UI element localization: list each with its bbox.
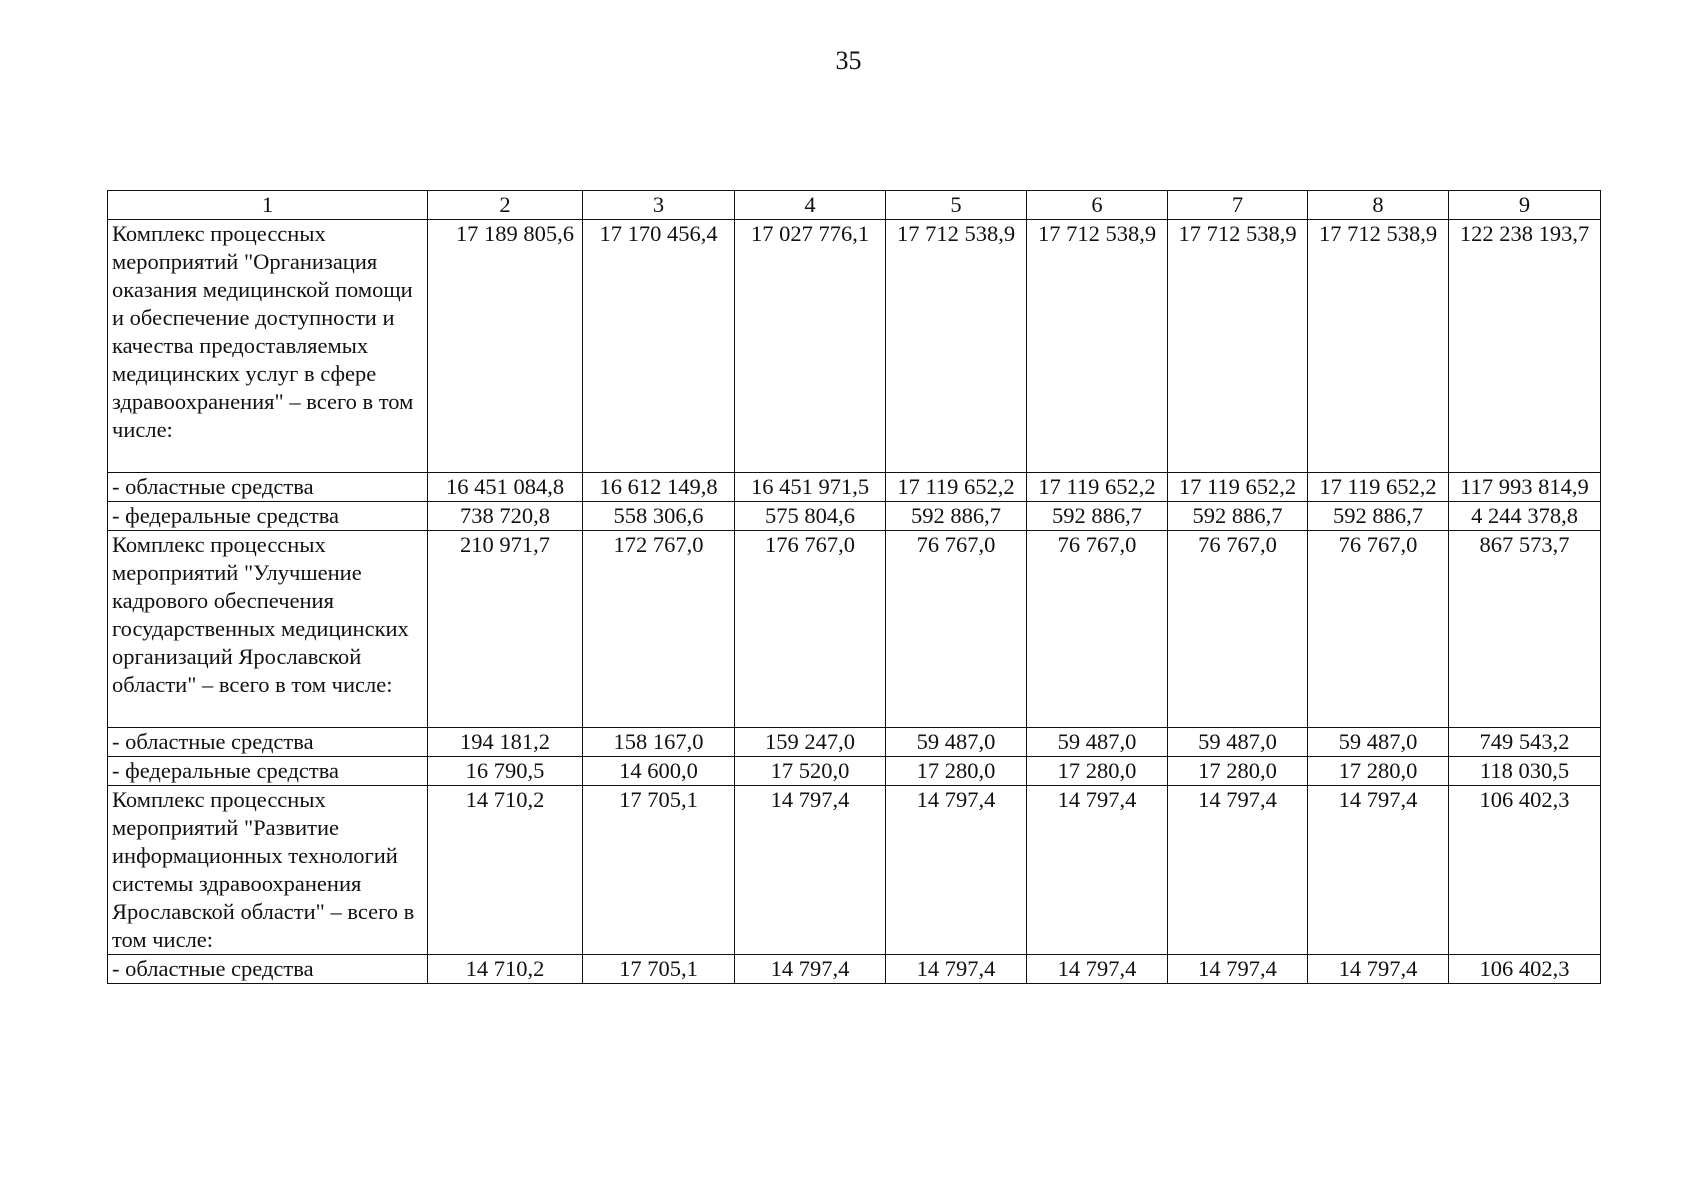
value-cell: 592 886,7 xyxy=(886,502,1027,531)
value-cell: 59 487,0 xyxy=(1168,728,1308,757)
funding-table-container xyxy=(107,190,1601,984)
table-row xyxy=(108,502,1601,531)
table-row xyxy=(108,757,1601,786)
column-number: 3 xyxy=(583,191,735,220)
column-number: 2 xyxy=(428,191,583,220)
row-name: Комплекс процессных мероприятий "Улучшение кадрового обеспечения государственных медицинских организаций Ярославской области" – всего в том числе: xyxy=(108,531,428,728)
value-cell: 17 027 776,1 xyxy=(735,220,886,473)
value-cell: 17 520,0 xyxy=(735,757,886,786)
value-cell: 17 705,1 xyxy=(583,786,735,955)
column-number: 7 xyxy=(1168,191,1308,220)
value-cell: 14 797,4 xyxy=(1308,955,1449,984)
value-cell: 14 797,4 xyxy=(886,786,1027,955)
value-cell: 59 487,0 xyxy=(1027,728,1168,757)
value-cell: 17 280,0 xyxy=(1308,757,1449,786)
value-cell: 59 487,0 xyxy=(1308,728,1449,757)
table-header-row xyxy=(108,191,1601,220)
column-number: 9 xyxy=(1449,191,1601,220)
value-cell: 17 280,0 xyxy=(1168,757,1308,786)
value-cell: 122 238 193,7 xyxy=(1449,220,1601,473)
table-row xyxy=(108,955,1601,984)
value-cell: 17 712 538,9 xyxy=(1308,220,1449,473)
value-cell: 16 451 084,8 xyxy=(428,473,583,502)
column-number: 4 xyxy=(735,191,886,220)
value-cell: 17 280,0 xyxy=(1027,757,1168,786)
value-cell: 17 119 652,2 xyxy=(1308,473,1449,502)
value-cell: 106 402,3 xyxy=(1449,786,1601,955)
value-cell: 14 797,4 xyxy=(1168,955,1308,984)
value-cell: 17 189 805,6 xyxy=(428,220,583,473)
value-cell: 16 612 149,8 xyxy=(583,473,735,502)
value-cell: 17 712 538,9 xyxy=(1027,220,1168,473)
table-row xyxy=(108,728,1601,757)
row-name: - областные средства xyxy=(108,728,428,757)
value-cell: 14 797,4 xyxy=(1027,786,1168,955)
funding-table xyxy=(107,190,1601,984)
value-cell: 76 767,0 xyxy=(886,531,1027,728)
value-cell: 76 767,0 xyxy=(1308,531,1449,728)
column-number: 6 xyxy=(1027,191,1168,220)
value-cell: 17 119 652,2 xyxy=(886,473,1027,502)
value-cell: 17 119 652,2 xyxy=(1027,473,1168,502)
column-number: 5 xyxy=(886,191,1027,220)
value-cell: 738 720,8 xyxy=(428,502,583,531)
table-row xyxy=(108,531,1601,728)
value-cell: 118 030,5 xyxy=(1449,757,1601,786)
row-name: Комплекс процессных мероприятий "Организация оказания медицинской помощи и обеспечение доступности и качества предоставляемых медицинских услуг в сфере здравоохранения" – всего в том числе: xyxy=(108,220,428,473)
value-cell: 17 712 538,9 xyxy=(1168,220,1308,473)
value-cell: 158 167,0 xyxy=(583,728,735,757)
value-cell: 749 543,2 xyxy=(1449,728,1601,757)
value-cell: 17 712 538,9 xyxy=(886,220,1027,473)
row-name: - областные средства xyxy=(108,473,428,502)
value-cell: 867 573,7 xyxy=(1449,531,1601,728)
value-cell: 117 993 814,9 xyxy=(1449,473,1601,502)
table-row xyxy=(108,220,1601,473)
row-name: - федеральные средства xyxy=(108,757,428,786)
value-cell: 14 797,4 xyxy=(1027,955,1168,984)
value-cell: 76 767,0 xyxy=(1027,531,1168,728)
value-cell: 172 767,0 xyxy=(583,531,735,728)
value-cell: 575 804,6 xyxy=(735,502,886,531)
value-cell: 14 600,0 xyxy=(583,757,735,786)
value-cell: 176 767,0 xyxy=(735,531,886,728)
value-cell: 194 181,2 xyxy=(428,728,583,757)
value-cell: 14 797,4 xyxy=(735,786,886,955)
row-name: - федеральные средства xyxy=(108,502,428,531)
value-cell: 14 710,2 xyxy=(428,955,583,984)
table-row xyxy=(108,786,1601,955)
value-cell: 76 767,0 xyxy=(1168,531,1308,728)
row-name: - областные средства xyxy=(108,955,428,984)
value-cell: 17 280,0 xyxy=(886,757,1027,786)
column-number: 1 xyxy=(108,191,428,220)
value-cell: 14 797,4 xyxy=(1168,786,1308,955)
value-cell: 592 886,7 xyxy=(1027,502,1168,531)
page-number: 35 xyxy=(835,46,862,75)
value-cell: 17 170 456,4 xyxy=(583,220,735,473)
value-cell: 4 244 378,8 xyxy=(1449,502,1601,531)
value-cell: 106 402,3 xyxy=(1449,955,1601,984)
value-cell: 14 797,4 xyxy=(886,955,1027,984)
row-name: Комплекс процессных мероприятий "Развитие информационных технологий системы здравоохранения Ярославской области" – всего в том числе: xyxy=(108,786,428,955)
value-cell: 558 306,6 xyxy=(583,502,735,531)
table-row xyxy=(108,473,1601,502)
value-cell: 17 705,1 xyxy=(583,955,735,984)
value-cell: 16 790,5 xyxy=(428,757,583,786)
value-cell: 14 797,4 xyxy=(735,955,886,984)
value-cell: 59 487,0 xyxy=(886,728,1027,757)
value-cell: 159 247,0 xyxy=(735,728,886,757)
value-cell: 592 886,7 xyxy=(1168,502,1308,531)
value-cell: 14 710,2 xyxy=(428,786,583,955)
value-cell: 14 797,4 xyxy=(1308,786,1449,955)
value-cell: 592 886,7 xyxy=(1308,502,1449,531)
value-cell: 210 971,7 xyxy=(428,531,583,728)
column-number: 8 xyxy=(1308,191,1449,220)
value-cell: 17 119 652,2 xyxy=(1168,473,1308,502)
value-cell: 16 451 971,5 xyxy=(735,473,886,502)
